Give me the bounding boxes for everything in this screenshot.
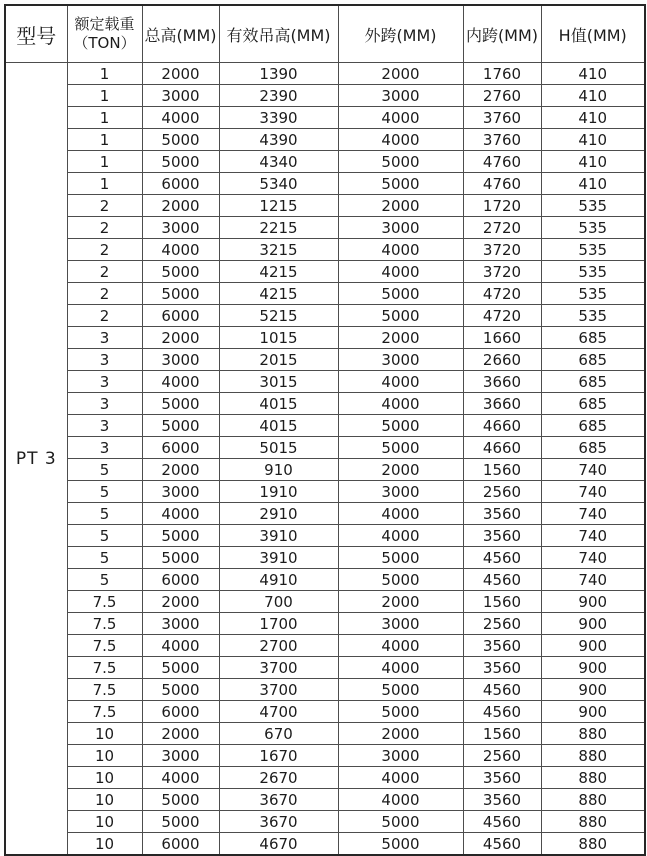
cell-total-height: 5000 [142, 525, 219, 547]
cell-h-value: 740 [541, 525, 645, 547]
cell-total-height: 2000 [142, 459, 219, 481]
table-row [5, 349, 645, 371]
cell-h-value: 535 [541, 195, 645, 217]
cell-h-value: 685 [541, 393, 645, 415]
cell-inner-span: 4560 [463, 547, 541, 569]
cell-inner-span: 4560 [463, 811, 541, 833]
cell-rated-load: 3 [67, 415, 142, 437]
cell-effective-lift-height: 5340 [219, 173, 338, 195]
table-row [5, 811, 645, 833]
cell-effective-lift-height: 4390 [219, 129, 338, 151]
cell-total-height: 5000 [142, 679, 219, 701]
cell-inner-span: 4760 [463, 151, 541, 173]
cell-effective-lift-height: 700 [219, 591, 338, 613]
table-row [5, 525, 645, 547]
cell-outer-span: 5000 [338, 305, 463, 327]
cell-total-height: 4000 [142, 239, 219, 261]
table-row [5, 481, 645, 503]
cell-outer-span: 2000 [338, 459, 463, 481]
cell-effective-lift-height: 5015 [219, 437, 338, 459]
cell-h-value: 900 [541, 635, 645, 657]
cell-h-value: 685 [541, 371, 645, 393]
cell-h-value: 685 [541, 437, 645, 459]
cell-outer-span: 4000 [338, 129, 463, 151]
table-header [5, 5, 645, 63]
cell-outer-span: 4000 [338, 261, 463, 283]
cell-outer-span: 3000 [338, 481, 463, 503]
cell-h-value: 740 [541, 459, 645, 481]
cell-rated-load: 5 [67, 569, 142, 591]
cell-h-value: 880 [541, 833, 645, 856]
table-row [5, 547, 645, 569]
cell-outer-span: 2000 [338, 723, 463, 745]
cell-effective-lift-height: 4700 [219, 701, 338, 723]
cell-total-height: 3000 [142, 85, 219, 107]
cell-rated-load: 7.5 [67, 591, 142, 613]
cell-outer-span: 4000 [338, 525, 463, 547]
cell-effective-lift-height: 1390 [219, 63, 338, 85]
cell-effective-lift-height: 1215 [219, 195, 338, 217]
cell-total-height: 6000 [142, 833, 219, 856]
cell-rated-load: 5 [67, 547, 142, 569]
cell-effective-lift-height: 3670 [219, 789, 338, 811]
cell-inner-span: 3560 [463, 789, 541, 811]
cell-effective-lift-height: 3910 [219, 525, 338, 547]
header-rated-load-line1: 额定载重 [74, 15, 135, 34]
cell-total-height: 2000 [142, 327, 219, 349]
cell-inner-span: 1560 [463, 723, 541, 745]
table-row [5, 569, 645, 591]
table-row [5, 657, 645, 679]
cell-effective-lift-height: 3015 [219, 371, 338, 393]
table-row [5, 613, 645, 635]
cell-total-height: 4000 [142, 371, 219, 393]
cell-outer-span: 5000 [338, 547, 463, 569]
header-cell-rated-load [67, 5, 142, 63]
cell-rated-load: 5 [67, 525, 142, 547]
cell-h-value: 410 [541, 63, 645, 85]
cell-rated-load: 10 [67, 811, 142, 833]
table-row [5, 635, 645, 657]
cell-rated-load: 3 [67, 393, 142, 415]
cell-outer-span: 5000 [338, 437, 463, 459]
cell-total-height: 6000 [142, 569, 219, 591]
cell-total-height: 3000 [142, 745, 219, 767]
table-row [5, 239, 645, 261]
cell-effective-lift-height: 2700 [219, 635, 338, 657]
cell-outer-span: 4000 [338, 503, 463, 525]
cell-effective-lift-height: 3670 [219, 811, 338, 833]
cell-rated-load: 1 [67, 173, 142, 195]
cell-effective-lift-height: 3215 [219, 239, 338, 261]
table-row [5, 261, 645, 283]
cell-inner-span: 3660 [463, 371, 541, 393]
cell-outer-span: 4000 [338, 107, 463, 129]
cell-rated-load: 5 [67, 503, 142, 525]
header-cell-model: 型号 [5, 5, 67, 63]
cell-outer-span: 2000 [338, 591, 463, 613]
cell-inner-span: 3760 [463, 129, 541, 151]
table-row [5, 173, 645, 195]
cell-effective-lift-height: 2670 [219, 767, 338, 789]
cell-total-height: 2000 [142, 591, 219, 613]
cell-inner-span: 1560 [463, 459, 541, 481]
cell-inner-span: 4560 [463, 701, 541, 723]
cell-effective-lift-height: 2215 [219, 217, 338, 239]
cell-rated-load: 3 [67, 349, 142, 371]
cell-effective-lift-height: 4910 [219, 569, 338, 591]
cell-outer-span: 5000 [338, 701, 463, 723]
cell-rated-load: 1 [67, 85, 142, 107]
cell-effective-lift-height: 4015 [219, 415, 338, 437]
cell-effective-lift-height: 1015 [219, 327, 338, 349]
cell-h-value: 410 [541, 173, 645, 195]
cell-total-height: 3000 [142, 349, 219, 371]
cell-h-value: 900 [541, 679, 645, 701]
cell-inner-span: 1560 [463, 591, 541, 613]
cell-inner-span: 3660 [463, 393, 541, 415]
table-row [5, 283, 645, 305]
cell-rated-load: 2 [67, 239, 142, 261]
cell-rated-load: 7.5 [67, 613, 142, 635]
model-cell: PT 3 [5, 63, 67, 856]
cell-inner-span: 1760 [463, 63, 541, 85]
cell-inner-span: 4560 [463, 679, 541, 701]
table-row [5, 327, 645, 349]
cell-total-height: 4000 [142, 503, 219, 525]
table-row [5, 767, 645, 789]
cell-outer-span: 2000 [338, 195, 463, 217]
cell-effective-lift-height: 1910 [219, 481, 338, 503]
cell-outer-span: 2000 [338, 63, 463, 85]
cell-h-value: 740 [541, 547, 645, 569]
cell-h-value: 410 [541, 129, 645, 151]
cell-rated-load: 1 [67, 63, 142, 85]
cell-effective-lift-height: 910 [219, 459, 338, 481]
crane-spec-table [4, 4, 646, 856]
cell-total-height: 2000 [142, 63, 219, 85]
cell-effective-lift-height: 3910 [219, 547, 338, 569]
cell-rated-load: 3 [67, 371, 142, 393]
table-row [5, 745, 645, 767]
cell-outer-span: 5000 [338, 679, 463, 701]
cell-effective-lift-height: 670 [219, 723, 338, 745]
cell-outer-span: 5000 [338, 151, 463, 173]
table-row [5, 503, 645, 525]
cell-h-value: 410 [541, 85, 645, 107]
cell-rated-load: 10 [67, 789, 142, 811]
cell-outer-span: 4000 [338, 767, 463, 789]
table-row [5, 217, 645, 239]
cell-h-value: 900 [541, 657, 645, 679]
table-row [5, 723, 645, 745]
cell-h-value: 535 [541, 305, 645, 327]
table-row [5, 789, 645, 811]
table-row [5, 107, 645, 129]
header-cell-total-height: 总高(MM) [142, 5, 219, 63]
header-cell-effective-lift-height: 有效吊高(MM) [219, 5, 338, 63]
cell-total-height: 5000 [142, 811, 219, 833]
table-row [5, 371, 645, 393]
cell-inner-span: 3760 [463, 107, 541, 129]
cell-inner-span: 4560 [463, 833, 541, 856]
cell-effective-lift-height: 2015 [219, 349, 338, 371]
cell-outer-span: 4000 [338, 371, 463, 393]
table-row [5, 85, 645, 107]
cell-outer-span: 5000 [338, 811, 463, 833]
table-row [5, 129, 645, 151]
table-row [5, 195, 645, 217]
cell-inner-span: 1660 [463, 327, 541, 349]
cell-effective-lift-height: 3700 [219, 657, 338, 679]
cell-h-value: 880 [541, 767, 645, 789]
cell-rated-load: 7.5 [67, 701, 142, 723]
header-rated-load-line2: （TON） [73, 34, 136, 52]
cell-h-value: 740 [541, 481, 645, 503]
cell-h-value: 535 [541, 239, 645, 261]
cell-inner-span: 1720 [463, 195, 541, 217]
cell-outer-span: 4000 [338, 789, 463, 811]
cell-outer-span: 5000 [338, 415, 463, 437]
cell-inner-span: 3560 [463, 503, 541, 525]
cell-inner-span: 2560 [463, 745, 541, 767]
cell-h-value: 410 [541, 151, 645, 173]
cell-h-value: 410 [541, 107, 645, 129]
cell-inner-span: 4720 [463, 283, 541, 305]
cell-effective-lift-height: 4340 [219, 151, 338, 173]
cell-h-value: 685 [541, 349, 645, 371]
table-row [5, 305, 645, 327]
table-row [5, 437, 645, 459]
cell-inner-span: 2660 [463, 349, 541, 371]
cell-effective-lift-height: 1670 [219, 745, 338, 767]
cell-total-height: 5000 [142, 415, 219, 437]
header-cell-outer-span: 外跨(MM) [338, 5, 463, 63]
cell-total-height: 5000 [142, 129, 219, 151]
cell-inner-span: 3720 [463, 239, 541, 261]
table-header-row [5, 5, 645, 63]
cell-total-height: 3000 [142, 613, 219, 635]
cell-effective-lift-height: 3700 [219, 679, 338, 701]
cell-rated-load: 3 [67, 327, 142, 349]
cell-total-height: 4000 [142, 107, 219, 129]
cell-total-height: 6000 [142, 173, 219, 195]
cell-rated-load: 10 [67, 833, 142, 856]
table-row [5, 393, 645, 415]
cell-rated-load: 2 [67, 305, 142, 327]
table-row [5, 151, 645, 173]
cell-effective-lift-height: 4215 [219, 283, 338, 305]
cell-inner-span: 4660 [463, 437, 541, 459]
cell-total-height: 5000 [142, 657, 219, 679]
cell-outer-span: 4000 [338, 239, 463, 261]
table-row [5, 415, 645, 437]
cell-h-value: 535 [541, 261, 645, 283]
cell-rated-load: 3 [67, 437, 142, 459]
cell-rated-load: 7.5 [67, 657, 142, 679]
cell-inner-span: 4660 [463, 415, 541, 437]
cell-total-height: 5000 [142, 283, 219, 305]
table-row [5, 679, 645, 701]
cell-total-height: 2000 [142, 195, 219, 217]
cell-rated-load: 1 [67, 151, 142, 173]
cell-outer-span: 5000 [338, 283, 463, 305]
cell-rated-load: 5 [67, 481, 142, 503]
cell-outer-span: 4000 [338, 657, 463, 679]
cell-rated-load: 2 [67, 261, 142, 283]
cell-total-height: 3000 [142, 481, 219, 503]
cell-inner-span: 3560 [463, 635, 541, 657]
cell-inner-span: 2560 [463, 481, 541, 503]
cell-h-value: 535 [541, 217, 645, 239]
cell-rated-load: 10 [67, 767, 142, 789]
cell-total-height: 6000 [142, 437, 219, 459]
cell-effective-lift-height: 1700 [219, 613, 338, 635]
cell-outer-span: 2000 [338, 327, 463, 349]
header-cell-inner-span: 内跨(MM) [463, 5, 541, 63]
cell-inner-span: 4760 [463, 173, 541, 195]
cell-effective-lift-height: 5215 [219, 305, 338, 327]
cell-rated-load: 10 [67, 723, 142, 745]
cell-total-height: 5000 [142, 393, 219, 415]
cell-rated-load: 7.5 [67, 635, 142, 657]
cell-rated-load: 5 [67, 459, 142, 481]
table-row [5, 701, 645, 723]
cell-rated-load: 2 [67, 195, 142, 217]
cell-total-height: 3000 [142, 217, 219, 239]
cell-total-height: 5000 [142, 789, 219, 811]
cell-effective-lift-height: 2910 [219, 503, 338, 525]
cell-inner-span: 3560 [463, 657, 541, 679]
cell-inner-span: 4720 [463, 305, 541, 327]
cell-rated-load: 2 [67, 283, 142, 305]
cell-total-height: 4000 [142, 635, 219, 657]
cell-effective-lift-height: 4670 [219, 833, 338, 856]
cell-inner-span: 3560 [463, 525, 541, 547]
cell-h-value: 900 [541, 591, 645, 613]
cell-outer-span: 4000 [338, 393, 463, 415]
header-cell-h-value: H值(MM) [541, 5, 645, 63]
cell-outer-span: 3000 [338, 613, 463, 635]
cell-rated-load: 7.5 [67, 679, 142, 701]
table-row [5, 591, 645, 613]
cell-inner-span: 4560 [463, 569, 541, 591]
cell-h-value: 880 [541, 745, 645, 767]
cell-h-value: 535 [541, 283, 645, 305]
cell-total-height: 5000 [142, 547, 219, 569]
cell-rated-load: 10 [67, 745, 142, 767]
table-row [5, 459, 645, 481]
cell-inner-span: 3560 [463, 767, 541, 789]
cell-h-value: 900 [541, 613, 645, 635]
table-body [5, 63, 645, 856]
cell-h-value: 740 [541, 503, 645, 525]
cell-rated-load: 2 [67, 217, 142, 239]
cell-total-height: 6000 [142, 701, 219, 723]
cell-outer-span: 5000 [338, 173, 463, 195]
cell-outer-span: 3000 [338, 349, 463, 371]
cell-rated-load: 1 [67, 107, 142, 129]
cell-h-value: 685 [541, 415, 645, 437]
cell-outer-span: 3000 [338, 745, 463, 767]
cell-outer-span: 3000 [338, 217, 463, 239]
cell-total-height: 6000 [142, 305, 219, 327]
cell-inner-span: 2720 [463, 217, 541, 239]
cell-outer-span: 3000 [338, 85, 463, 107]
cell-rated-load: 1 [67, 129, 142, 151]
cell-inner-span: 2760 [463, 85, 541, 107]
cell-total-height: 4000 [142, 767, 219, 789]
cell-outer-span: 5000 [338, 833, 463, 856]
cell-outer-span: 5000 [338, 569, 463, 591]
cell-total-height: 2000 [142, 723, 219, 745]
cell-effective-lift-height: 2390 [219, 85, 338, 107]
cell-inner-span: 3720 [463, 261, 541, 283]
cell-h-value: 880 [541, 723, 645, 745]
cell-outer-span: 4000 [338, 635, 463, 657]
cell-total-height: 5000 [142, 151, 219, 173]
cell-effective-lift-height: 4215 [219, 261, 338, 283]
cell-h-value: 880 [541, 789, 645, 811]
cell-effective-lift-height: 3390 [219, 107, 338, 129]
cell-total-height: 5000 [142, 261, 219, 283]
cell-effective-lift-height: 4015 [219, 393, 338, 415]
cell-h-value: 900 [541, 701, 645, 723]
cell-inner-span: 2560 [463, 613, 541, 635]
cell-h-value: 880 [541, 811, 645, 833]
cell-h-value: 685 [541, 327, 645, 349]
cell-h-value: 740 [541, 569, 645, 591]
table-row [5, 63, 645, 85]
